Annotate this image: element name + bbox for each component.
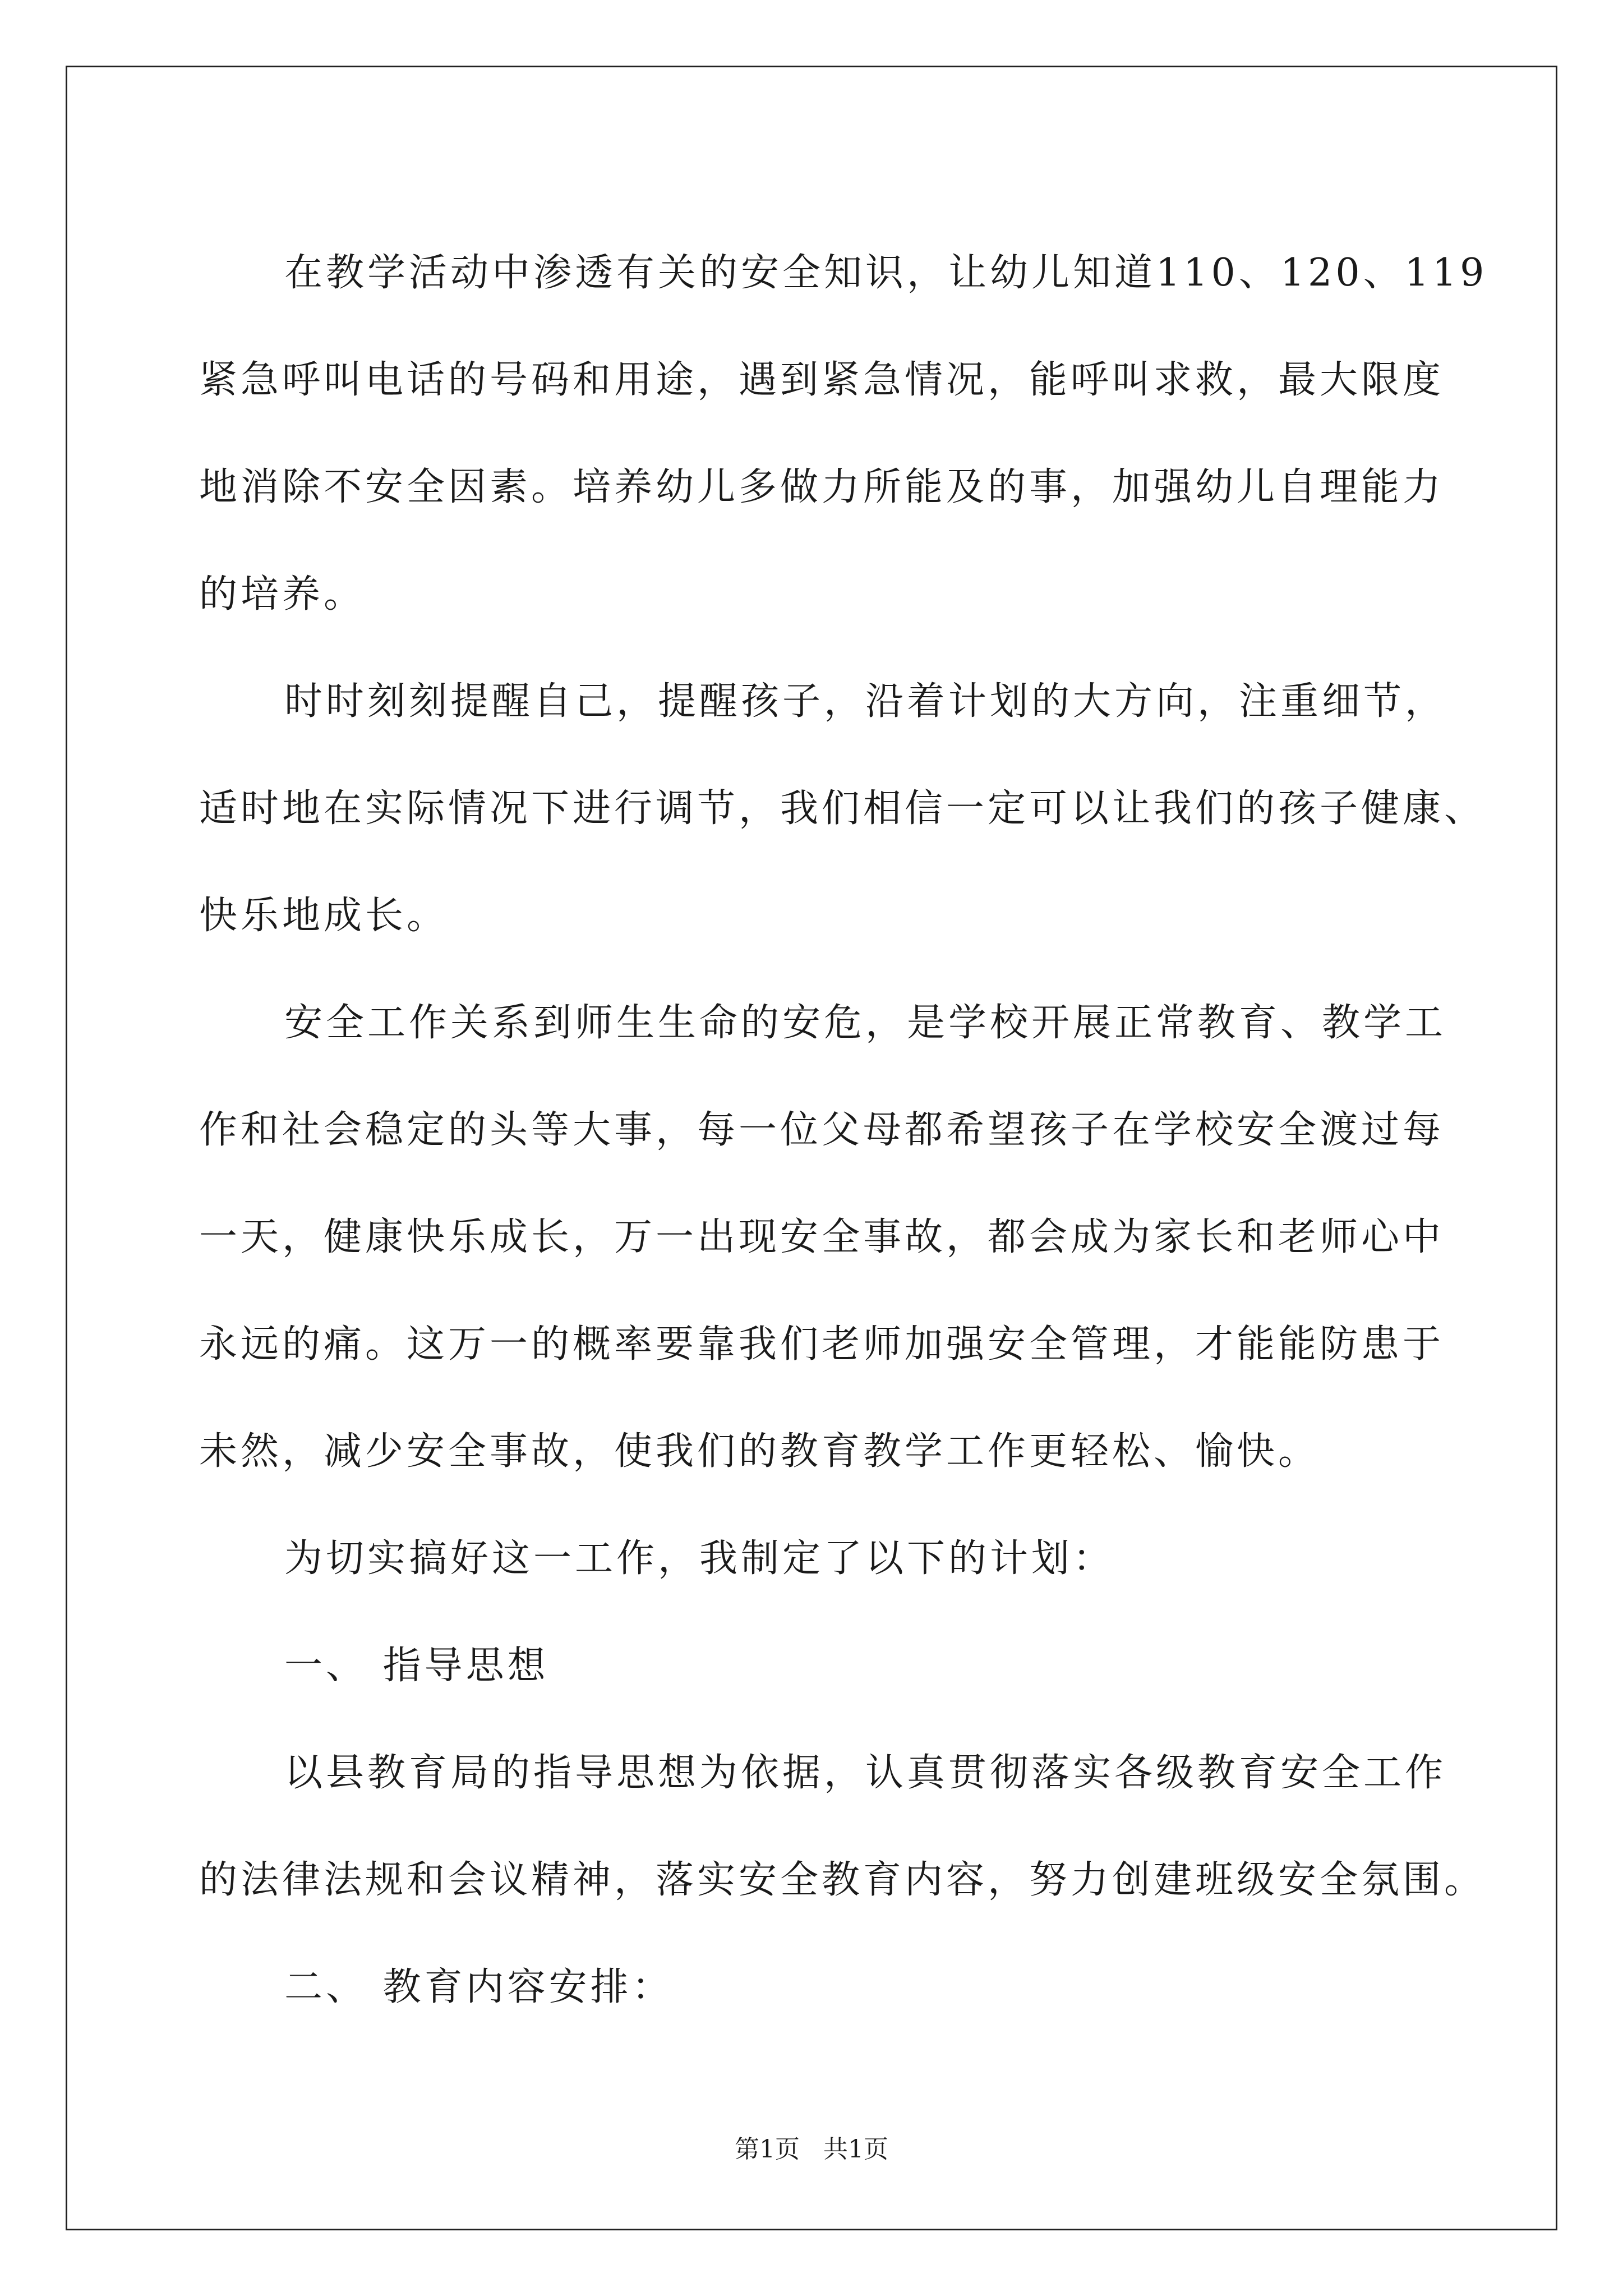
section-heading-2: 二、 教育内容安排： [284, 1965, 674, 2009]
paragraph-3-line-3: 一天，健康快乐成长，万一出现安全事故，都会成为家长和老师心中 [199, 1215, 1445, 1259]
paragraph-5-line-2: 的法律法规和会议精神，落实安全教育内容，努力创建班级安全氛围。 [199, 1858, 1486, 1902]
paragraph-2-line-1: 时时刻刻提醒自己，提醒孩子，沿着计划的大方向，注重细节， [284, 679, 1447, 724]
paragraph-1-line-2: 紧急呼叫电话的号码和用途，遇到紧急情况，能呼叫求救，最大限度 [199, 358, 1445, 402]
paragraph-1-line-1: 在教学活动中渗透有关的安全知识，让幼儿知道110、120、119 [284, 251, 1488, 295]
paragraph-2-line-2: 适时地在实际情况下进行调节，我们相信一定可以让我们的孩子健康、 [199, 786, 1486, 831]
section-heading-1: 一、 指导思想 [284, 1644, 549, 1688]
document-body [199, 219, 1488, 2041]
paragraph-1-line-3: 地消除不安全因素。培养幼儿多做力所能及的事，加强幼儿自理能力 [199, 465, 1445, 509]
paragraph-3-line-4: 永远的痛。这万一的概率要靠我们老师加强安全管理，才能能防患于 [199, 1322, 1445, 1366]
paragraph-2-line-3: 快乐地成长。 [199, 894, 449, 938]
paragraph-4-line-1: 为切实搞好这一工作，我制定了以下的计划： [284, 1536, 1115, 1581]
paragraph-3-line-2: 作和社会稳定的头等大事，每一位父母都希望孩子在学校安全渡过每 [199, 1108, 1445, 1152]
paragraph-1-line-4: 的培养。 [199, 572, 366, 616]
page-footer: 第1页 共1页 [735, 2135, 888, 2164]
paragraph-3-line-1: 安全工作关系到师生生命的安危，是学校开展正常教育、教学工 [284, 1001, 1447, 1045]
paragraph-3-line-5: 未然，减少安全事故，使我们的教育教学工作更轻松、愉快。 [199, 1429, 1320, 1474]
paragraph-5-line-1: 以县教育局的指导思想为依据，认真贯彻落实各级教育安全工作 [284, 1751, 1447, 1795]
